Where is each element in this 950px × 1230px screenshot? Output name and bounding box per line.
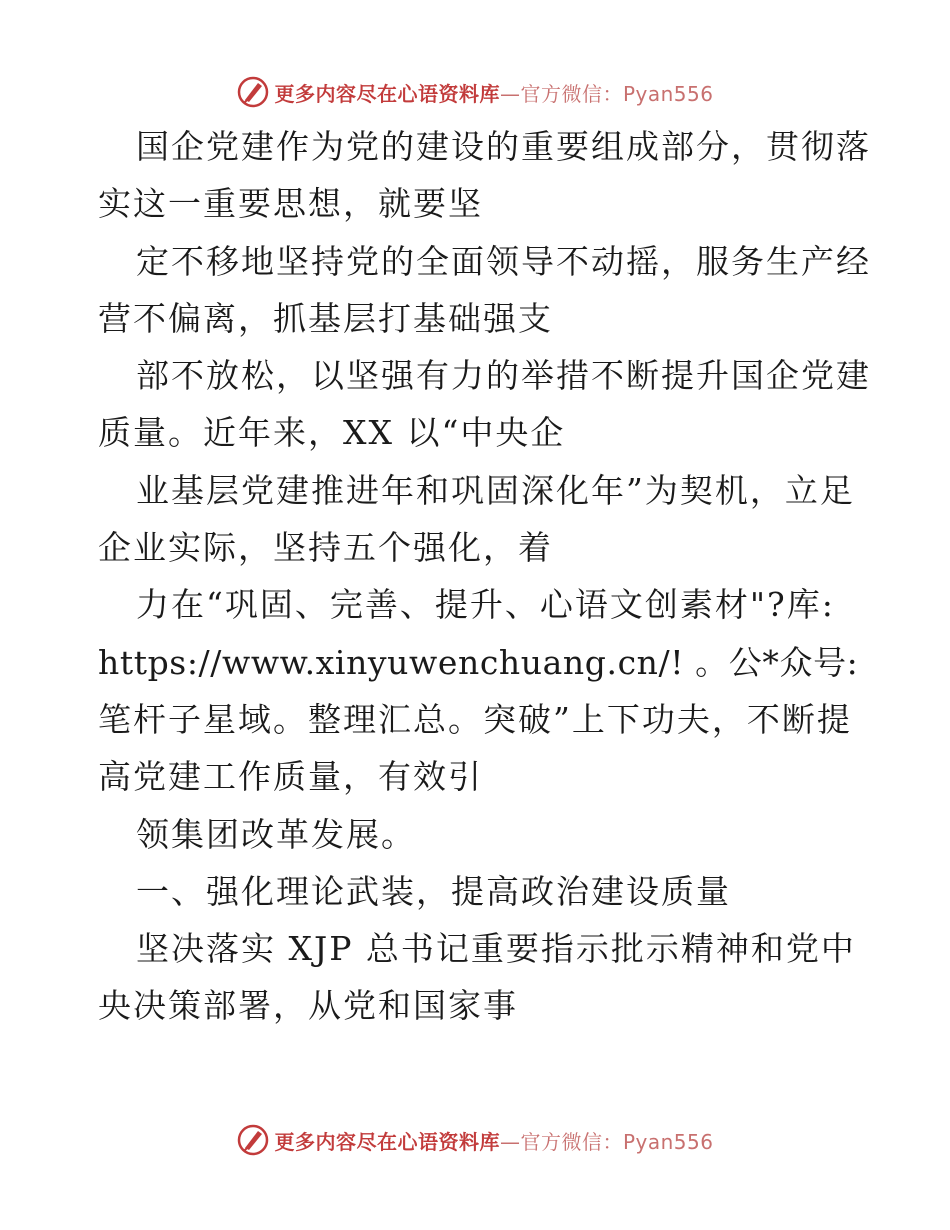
body-line: 质量。近年来，XX 以“中央企 (98, 413, 566, 453)
body-line: 坚决落实 XJP 总书记重要指示批示精神和党中 (136, 929, 856, 969)
header-banner-title: 更多内容尽在心语资料库 (274, 81, 500, 106)
body-line-url: https://www.xinyuwenchuang.cn/! 。公*众号: (98, 642, 859, 682)
section-heading: 一、强化理论武装，提高政治建设质量 (136, 871, 731, 911)
document-body (98, 118, 871, 1035)
header-banner (0, 70, 950, 114)
quill-logo-icon (236, 1123, 270, 1157)
body-line: 部不放松，以坚强有力的举措不断提升国企党建 (136, 356, 871, 396)
footer-banner-title: 更多内容尽在心语资料库 (274, 1129, 500, 1154)
body-line: 企业实际，坚持五个强化，着 (98, 528, 553, 568)
footer-banner-wechat: —官方微信：Pyan556 (499, 1129, 714, 1154)
body-line: 营不偏离，抓基层打基础强支 (98, 298, 553, 338)
body-line: 定不移地坚持党的全面领导不动摇，服务生产经 (136, 241, 871, 281)
body-line: 笔杆子星域。整理汇总。突破”上下功夫，不断提 (98, 699, 852, 739)
footer-banner (0, 1118, 950, 1162)
footer-banner-text (274, 1126, 713, 1155)
body-line: 业基层党建推进年和巩固深化年”为契机，立足 (136, 470, 855, 510)
header-banner-text (274, 78, 713, 107)
body-line: 国企党建作为党的建设的重要组成部分，贯彻落 (136, 127, 871, 166)
body-line: 力在“巩固、完善、提升、心语文创素材"?库: (136, 585, 835, 625)
header-banner-wechat: —官方微信：Pyan556 (499, 81, 714, 106)
body-line: 实这一重要思想，就要坚 (98, 184, 483, 224)
body-line: 央决策部署，从党和国家事 (98, 986, 518, 1026)
quill-logo-icon (236, 75, 270, 109)
body-line: 领集团改革发展。 (136, 814, 416, 854)
body-line: 高党建工作质量，有效引 (98, 757, 483, 797)
